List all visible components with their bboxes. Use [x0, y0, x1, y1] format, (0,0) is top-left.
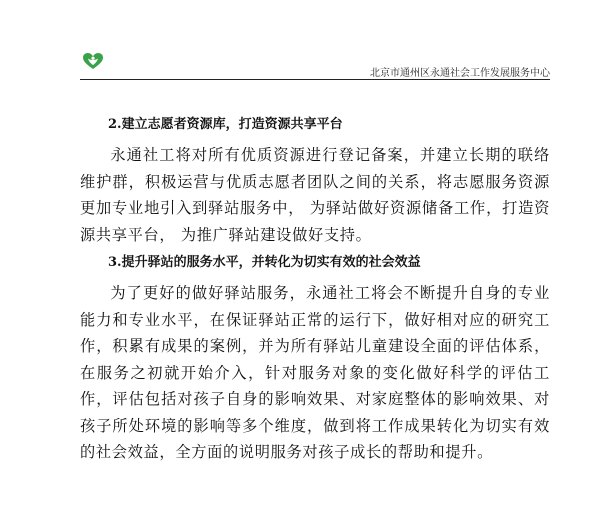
section-paragraph-2: 永通社工将对所有优质资源进行登记备案，并建立长期的联络维护群，积极运营与优质志愿者团队之间的关系，将志愿服务资源更加专业地引入到驿站服务中， 为驿站做好资源储备工作，打造资源共享平台， 为推广驿站建设做好支持。: [80, 146, 550, 244]
section-heading-2: 2.建立志愿者资源库，打造资源共享平台: [108, 117, 343, 132]
document-body: [80, 104, 550, 466]
organization-name: 北京市通州区永通社会工作发展服务中心: [370, 68, 550, 79]
heart-leaf-logo-icon: [82, 52, 104, 70]
header-divider: [80, 79, 550, 80]
section-paragraph-3: 为了更好的做好驿站服务，永通社工将会不断提升自身的专业能力和专业水平，在保证驿站正常的运行下，做好相对应的研究工作，积累有成果的案例，并为所有驿站儿童建设全面的评估体系，在服务之初就开始介入，针对服务对象的变化做好科学的评估工作，评估包括对孩子自身的影响效果、对家庭整体的影响效果、对孩子所处环境的影响等多个维度，做到将工作成果转化为切实有效的社会效益，全方面的说明服务对孩子成长的帮助和提升。: [80, 284, 550, 461]
section-heading-3: 3.提升驿站的服务水平，并转化为切实有效的社会效益: [108, 255, 421, 270]
page-header: [80, 50, 550, 80]
